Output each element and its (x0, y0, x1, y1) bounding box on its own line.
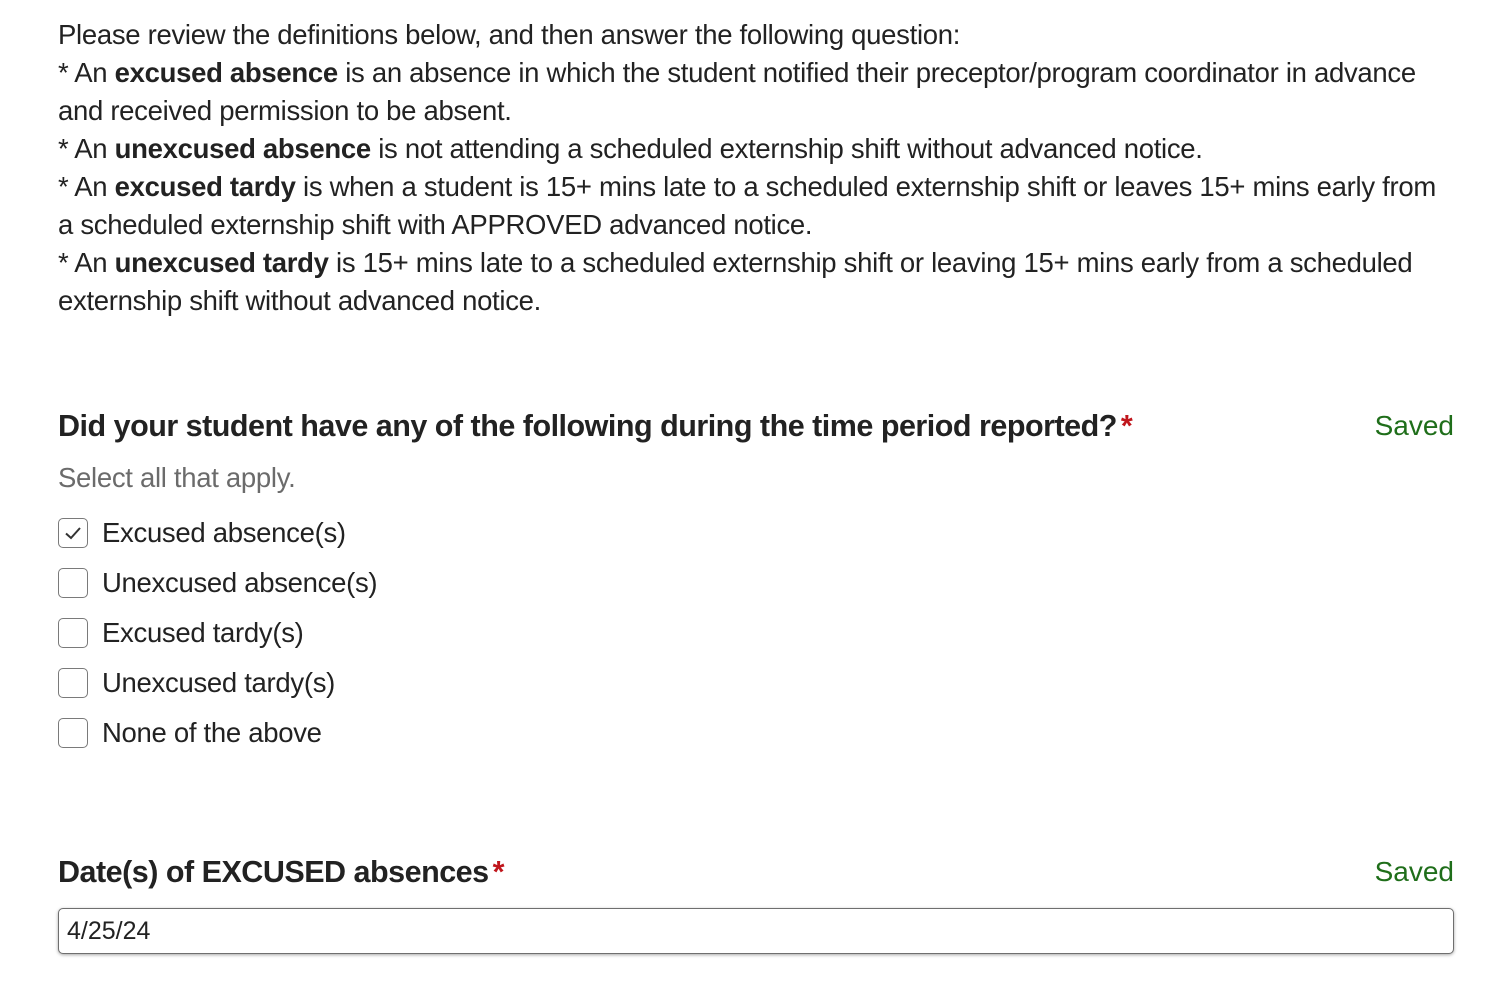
question-title (58, 852, 1454, 892)
instructions-block (58, 16, 1458, 320)
definition-unexcused-absence (58, 130, 1458, 168)
definition-unexcused-tardy (58, 244, 1458, 320)
required-asterisk: * (492, 855, 504, 889)
definition-term: unexcused tardy (114, 247, 329, 278)
checkbox-group (58, 508, 1454, 758)
definition-text: is not attending a scheduled externship shift without advanced notice. (370, 133, 1203, 164)
question-excused-dates (58, 852, 1454, 954)
definition-excused-absence (58, 54, 1458, 130)
definition-term: unexcused absence (114, 133, 371, 164)
option-label: Unexcused absence(s) (102, 567, 378, 598)
checkbox[interactable] (58, 668, 88, 698)
option-unexcused-tardy[interactable] (58, 658, 1454, 708)
definition-prefix: * An (58, 247, 115, 278)
option-label: None of the above (102, 717, 322, 748)
saved-status: Saved (1374, 410, 1454, 441)
option-label: Excused tardy(s) (102, 617, 304, 648)
definition-prefix: * An (58, 133, 115, 164)
required-asterisk: * (1120, 409, 1133, 443)
checkbox[interactable] (58, 568, 88, 598)
definition-prefix: * An (58, 57, 115, 88)
checkbox[interactable] (58, 518, 88, 548)
option-unexcused-absence[interactable] (58, 558, 1454, 608)
definition-text: is an absence in which the student notified their preceptor/program coordinator in advance and received permission to be absent. (58, 57, 1416, 126)
saved-status: Saved (1374, 856, 1454, 887)
option-label: Excused absence(s) (102, 517, 346, 548)
excused-dates-input[interactable] (58, 908, 1454, 954)
definition-term: excused tardy (114, 171, 296, 202)
checkbox[interactable] (58, 618, 88, 648)
question-hint: Select all that apply. (58, 462, 296, 493)
instructions-intro: Please review the definitions below, and then answer the following question: (58, 19, 961, 50)
definition-text: is 15+ mins late to a scheduled externship shift or leaving 15+ mins early from a scheduled externship shift without advanced notice. (58, 247, 1413, 316)
definition-prefix: * An (58, 171, 115, 202)
checkbox[interactable] (58, 718, 88, 748)
question-title (58, 406, 1454, 446)
checkmark-icon (63, 523, 83, 543)
definition-text: is when a student is 15+ mins late to a scheduled externship shift or leaves 15+ mins early from a scheduled externship shift with APPROVED advanced notice. (58, 171, 1436, 240)
definition-term: excused absence (114, 57, 338, 88)
option-label: Unexcused tardy(s) (102, 667, 336, 698)
option-none-of-the-above[interactable] (58, 708, 1454, 758)
question-title-text: Did your student have any of the following during the time period reported? (58, 409, 1117, 443)
option-excused-absence[interactable] (58, 508, 1454, 558)
definition-excused-tardy (58, 168, 1458, 244)
option-excused-tardy[interactable] (58, 608, 1454, 658)
question-title-text: Date(s) of EXCUSED absences (58, 855, 489, 889)
question-attendance-issues (58, 406, 1454, 758)
